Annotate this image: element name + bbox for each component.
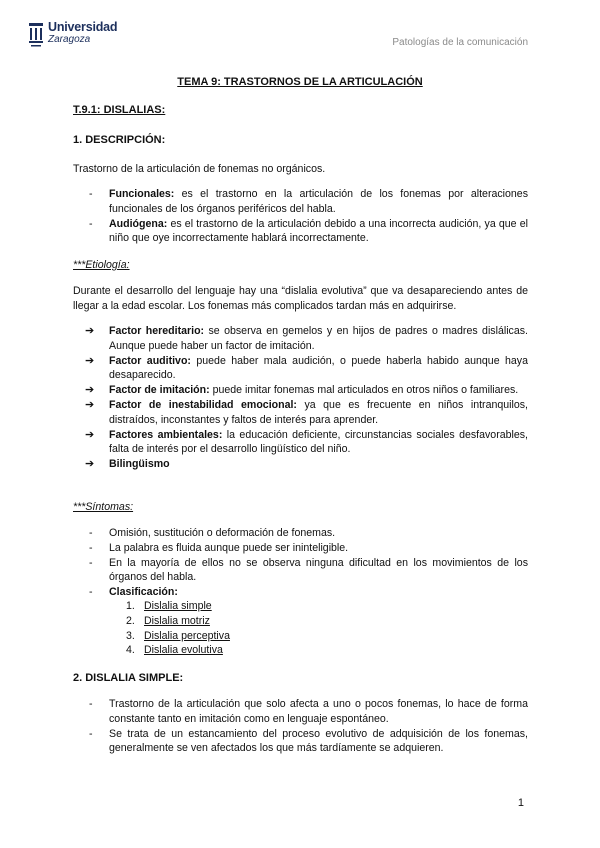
dash-bullet: - [89, 217, 93, 230]
clasificacion-label: Clasificación: [109, 586, 178, 599]
arrow-right-icon: ➔ [85, 354, 95, 367]
factor-text: la educación deficiente, circunstancias sociales desfavorables, falta de interés por el desarrollo lingüístico del niño. [109, 428, 528, 456]
list-item [73, 398, 528, 428]
list-item [73, 428, 528, 458]
arrow-right-icon: ➔ [85, 398, 95, 411]
type-term: Audiógena: [109, 217, 168, 230]
list-item [73, 727, 528, 757]
list-item [73, 354, 528, 384]
list-item [73, 541, 528, 556]
item-number: 4. [126, 644, 135, 657]
list-item [126, 599, 230, 614]
dash-bullet: - [89, 727, 93, 740]
list-item [73, 697, 528, 727]
dash-bullet: - [89, 541, 93, 554]
list-item [73, 217, 528, 247]
sintoma-text: Omisión, sustitución o deformación de fonemas. [109, 527, 336, 539]
header-course-title: Patologías de la comunicación [392, 37, 528, 48]
dash-bullet: - [89, 586, 93, 599]
etiologia-label: ***Etiología: [73, 259, 130, 271]
etiologia-paragraph: Durante el desarrollo del lenguaje hay una “dislalia evolutiva” que va desapareciendo antes de llegar a la edad escolar. Los fonemas más complicados tardan más en adquirirse. [73, 285, 528, 312]
clasificacion-item: Dislalia evolutiva [144, 644, 223, 657]
intro-paragraph: Trastorno de la articulación de fonemas no orgánicos. [73, 163, 326, 175]
clasificacion-item: Dislalia simple [144, 600, 212, 612]
list-item [73, 457, 528, 472]
factors-list [73, 324, 528, 472]
factor-text: puede imitar fonemas mal articulados en otros niños o familiares. [209, 384, 519, 397]
type-term: Funcionales: [109, 188, 175, 200]
arrow-right-icon: ➔ [85, 325, 95, 337]
item-number: 2. [126, 614, 135, 627]
type-text: es el trastorno de la articulación debido a una incorrecta audición, ya que el niño que oye incorrectamente hablará incorrectamente. [109, 217, 528, 245]
factor-term: Factor hereditario: [109, 325, 205, 337]
heading-dislalia-simple: 2. DISLALIA SIMPLE: [73, 672, 184, 684]
dash-bullet: - [89, 527, 93, 539]
factor-text: ya que es frecuente en niños intranquilos, distraídos, inconstantes y faltos de interés para aprender. [109, 398, 528, 426]
dash-bullet: - [89, 698, 93, 710]
list-item [126, 614, 230, 629]
list-item [126, 643, 230, 658]
dash-bullet: - [89, 188, 93, 200]
sintomas-list [73, 526, 528, 600]
logo-university-text: Universidad [48, 20, 118, 34]
arrow-right-icon: ➔ [85, 428, 95, 441]
sintoma-text: La palabra es fluida aunque puede ser ininteligible. [109, 541, 349, 554]
list-item [126, 629, 230, 644]
types-list [73, 187, 528, 246]
factor-term: Factor de imitación: [109, 384, 210, 397]
item-number: 1. [126, 600, 135, 612]
university-logo [28, 22, 128, 48]
university-crest-icon [28, 22, 44, 48]
heading-descripcion: 1. DESCRIPCIÓN: [73, 134, 166, 146]
item-number: 3. [126, 629, 135, 642]
simple-text: Trastorno de la articulación que solo afecta a uno o pocos fonemas, lo hace de forma constante tanto en imitación como en lenguaje espontáneo. [109, 698, 528, 725]
sintomas-label: ***Síntomas: [73, 501, 134, 513]
list-item [73, 526, 528, 541]
clasificacion-item: Dislalia motriz [144, 614, 210, 627]
dash-bullet: - [89, 556, 93, 569]
document-title-text: TEMA 9: TRASTORNOS DE LA ARTICULACIÓN [177, 76, 423, 88]
list-item [73, 383, 528, 398]
document-title [0, 75, 600, 90]
factor-text: se observa en gemelos y en hijos de padres o madres dislálicas. Aunque puede haber un factor de imitación. [109, 325, 528, 352]
section-heading-t91: T.9.1: DISLALIAS: [73, 104, 166, 116]
simple-text: Se trata de un estancamiento del proceso evolutivo de adquisición de los fonemas, generalmente se ven afectados los que más tardíamente se adquieren. [109, 727, 528, 755]
list-item [73, 324, 528, 354]
sintoma-text: En la mayoría de ellos no se observa ninguna dificultad en los movimientos de los órganos del habla. [109, 556, 528, 584]
factor-term: Factor de inestabilidad emocional: [109, 398, 297, 411]
clasificacion-item: Dislalia perceptiva [144, 629, 230, 642]
list-item [73, 585, 528, 600]
arrow-right-icon: ➔ [85, 384, 95, 397]
clasificacion-list [126, 599, 230, 658]
page-number: 1 [517, 797, 524, 809]
factor-term: Factor auditivo: [109, 354, 191, 367]
factor-text: puede haber mala audición, o puede haberla habido aunque haya desaparecido. [109, 354, 528, 382]
arrow-right-icon: ➔ [85, 458, 95, 471]
factor-term: Factores ambientales: [109, 428, 223, 441]
type-text: es el trastorno en la articulación de los fonemas por alteraciones funcionales de los órganos periféricos del habla. [109, 188, 528, 215]
factor-term: Bilingüismo [109, 458, 170, 471]
list-item [73, 187, 528, 217]
list-item [73, 556, 528, 586]
logo-zaragoza-text: Zaragoza [48, 34, 91, 45]
dislalia-simple-list [73, 697, 528, 756]
